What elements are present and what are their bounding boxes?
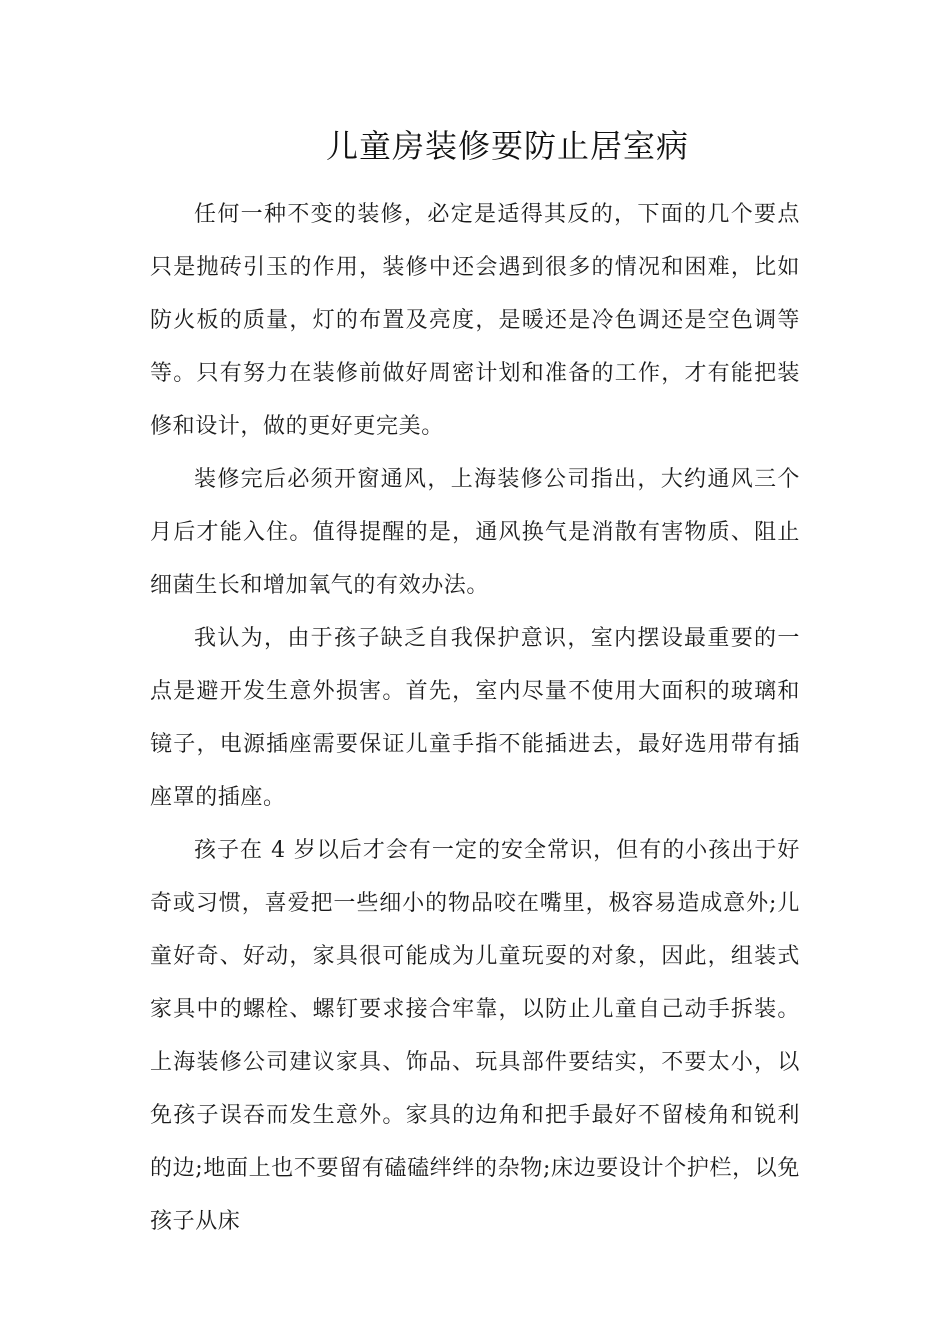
paragraph-4: 孩子在 4 岁以后才会有一定的安全常识，但有的小孩出于好奇或习惯，喜爱把一些细小的物品咬在嘴里，极容易造成意外;儿童好奇、好动，家具很可能成为儿童玩耍的对象，因此，组装式家具中的螺栓、螺钉要求接合牢靠，以防止儿童自己动手拆装。上海装修公司建议家具、饰品、玩具部件要结实，不要太小，以免孩子误吞而发生意外。家具的边角和把手最好不留棱角和锐利的边;地面上也不要留有磕磕绊绊的杂物;床边要设计个护栏，以免孩子从床 (150, 838, 800, 1234)
document-title: 儿童房装修要防止居室病 (325, 127, 689, 165)
paragraph-1: 任何一种不变的装修，必定是适得其反的，下面的几个要点只是抛砖引玉的作用，装修中还会遇到很多的情况和困难，比如防火板的质量，灯的布置及亮度，是暖还是冷色调还是空色调等等。只有努力在装修前做好周密计划和准备的工作，才有能把装修和设计，做的更好更完美。 (150, 202, 800, 439)
paragraph-2: 装修完后必须开窗通风，上海装修公司指出，大约通风三个月后才能入住。值得提醒的是，通风换气是消散有害物质、阻止细菌生长和增加氧气的有效办法。 (150, 467, 800, 598)
paragraph-3: 我认为，由于孩子缺乏自我保护意识，室内摆设最重要的一点是避开发生意外损害。首先，室内尽量不使用大面积的玻璃和镜子，电源插座需要保证儿童手指不能插进去，最好选用带有插座罩的插座。 (150, 626, 800, 810)
document-body (150, 188, 800, 1248)
